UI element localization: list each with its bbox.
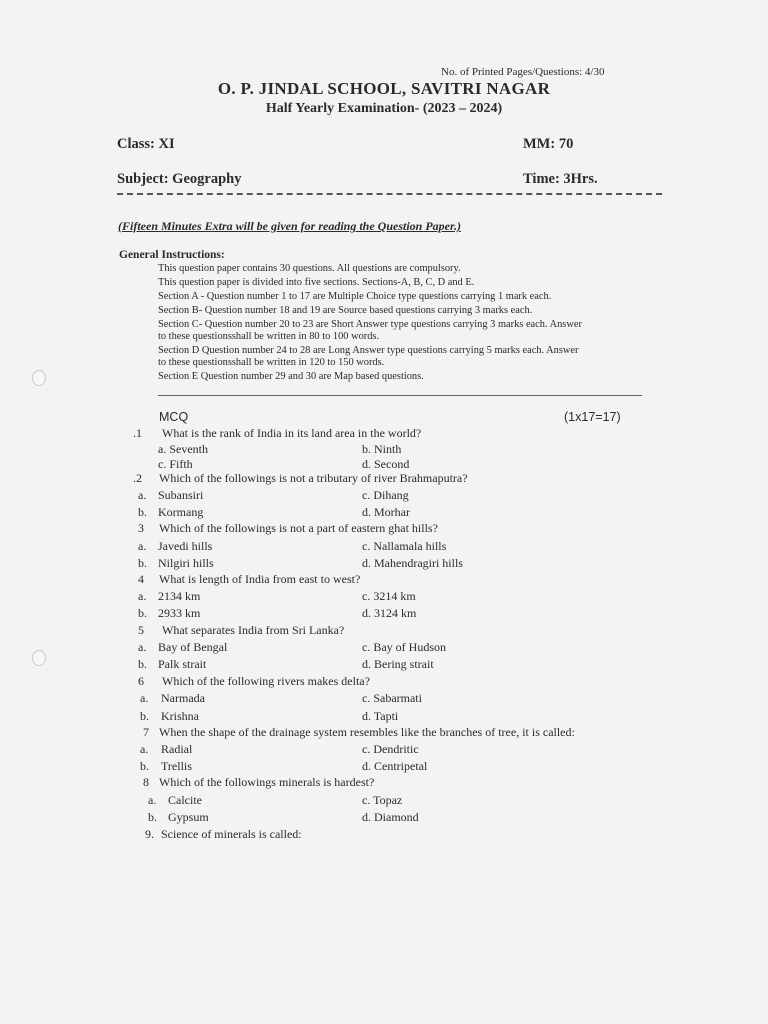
option: d. Tapti [362, 709, 399, 723]
question-text: Which of the following rivers makes delta? [162, 674, 370, 688]
question-number: 4 [138, 572, 144, 586]
instruction-line: Section B- Question number 18 and 19 are Source based questions carrying 3 marks each. [158, 305, 533, 316]
option: Kormang [158, 505, 204, 519]
option: c. Topaz [362, 793, 403, 807]
option: c. Dihang [362, 488, 409, 502]
instruction-line: Section D Question number 24 to 28 are Long Answer type questions carrying 5 marks each. Answer [158, 345, 579, 356]
subject-label: Subject: Geography [117, 171, 242, 187]
option-letter: b. [138, 556, 147, 570]
option: d. Mahendragiri hills [362, 556, 463, 570]
question-number: .2 [133, 471, 142, 485]
question-text: What is length of India from east to west? [159, 572, 361, 586]
option: a. Seventh [158, 442, 208, 456]
question-number: 9. [145, 827, 154, 841]
option: Calcite [168, 793, 202, 807]
question-number: 7 [143, 725, 149, 739]
option: d. 3124 km [362, 606, 417, 620]
exam-title: Half Yearly Examination- (2023 – 2024) [265, 101, 503, 116]
option: c. Sabarmati [362, 691, 422, 705]
time-allowed: Time: 3Hrs. [523, 171, 598, 187]
option: d. Morhar [362, 505, 410, 519]
section-title: MCQ [159, 410, 189, 424]
option: Gypsum [168, 810, 209, 824]
option: 2933 km [158, 606, 201, 620]
option-letter: a. [140, 691, 149, 705]
option: Trellis [161, 759, 192, 773]
section-marks: (1x17=17) [564, 410, 621, 424]
punch-hole-mark [32, 650, 46, 666]
option: b. Ninth [362, 442, 402, 456]
instructions-rule [158, 395, 642, 396]
instruction-line: Section E Question number 29 and 30 are Map based questions. [158, 371, 424, 382]
option: Radial [161, 742, 193, 756]
option: c. Nallamala hills [362, 539, 447, 553]
instruction-line: to these questionsshall be written in 80 to 100 words. [158, 331, 380, 342]
option-letter: b. [148, 810, 157, 824]
dashed-divider [117, 193, 662, 195]
option-letter: a. [138, 589, 147, 603]
question-text: Science of minerals is called: [161, 827, 302, 841]
option: Narmada [161, 691, 205, 705]
option: c. Bay of Hudson [362, 640, 446, 654]
question-number: 8 [143, 775, 149, 789]
instructions-title: General Instructions: [119, 249, 225, 261]
option: Javedi hills [158, 539, 213, 553]
class-label: Class: XI [117, 136, 175, 152]
option: c. Dendritic [362, 742, 419, 756]
question-number: .1 [133, 426, 142, 440]
printed-pages-count: No. of Printed Pages/Questions: 4/30 [441, 66, 605, 78]
option-letter: a. [138, 539, 147, 553]
option-letter: b. [138, 606, 147, 620]
option: c. Fifth [158, 457, 193, 471]
option: c. 3214 km [362, 589, 416, 603]
option: Subansiri [158, 488, 204, 502]
option-letter: a. [138, 488, 147, 502]
question-text: Which of the followings minerals is hardest? [159, 775, 375, 789]
instruction-line: This question paper is divided into five sections. Sections-A, B, C, D and E. [158, 277, 475, 288]
question-text: Which of the followings is not a tributary of river Brahmaputra? [159, 471, 468, 485]
option-letter: a. [138, 640, 147, 654]
question-number: 3 [138, 521, 144, 535]
question-text: What is the rank of India in its land area in the world? [162, 426, 422, 440]
option: 2134 km [158, 589, 201, 603]
question-number: 6 [138, 674, 144, 688]
question-number: 5 [138, 623, 144, 637]
school-name: O. P. JINDAL SCHOOL, SAVITRI NAGAR [217, 79, 551, 98]
instruction-line: Section A - Question number 1 to 17 are Multiple Choice type questions carrying 1 mark each. [158, 291, 552, 302]
option: d. Centripetal [362, 759, 428, 773]
question-text: What separates India from Sri Lanka? [162, 623, 345, 637]
option: d. Bering strait [362, 657, 434, 671]
instruction-line: This question paper contains 30 questions. All questions are compulsory. [158, 263, 461, 274]
option-letter: b. [140, 709, 149, 723]
instruction-line: Section C- Question number 20 to 23 are Short Answer type questions carrying 3 marks each. Answer [158, 319, 582, 330]
punch-hole-mark [32, 370, 46, 386]
instruction-line: to these questionsshall be written in 120 to 150 words. [158, 357, 385, 368]
option-letter: a. [148, 793, 157, 807]
question-text: When the shape of the drainage system resembles like the branches of tree, it is called: [159, 725, 575, 739]
option: d. Diamond [362, 810, 419, 824]
option-letter: b. [138, 657, 147, 671]
option: Nilgiri hills [158, 556, 214, 570]
option: Krishna [161, 709, 199, 723]
option-letter: a. [140, 742, 149, 756]
option-letter: b. [138, 505, 147, 519]
reading-time-note: (Fifteen Minutes Extra will be given for reading the Question Paper.) [118, 219, 462, 233]
option: Bay of Bengal [158, 640, 228, 654]
option: d. Second [362, 457, 410, 471]
max-marks: MM: 70 [523, 136, 574, 152]
question-text: Which of the followings is not a part of eastern ghat hills? [159, 521, 438, 535]
option: Palk strait [158, 657, 207, 671]
option-letter: b. [140, 759, 149, 773]
